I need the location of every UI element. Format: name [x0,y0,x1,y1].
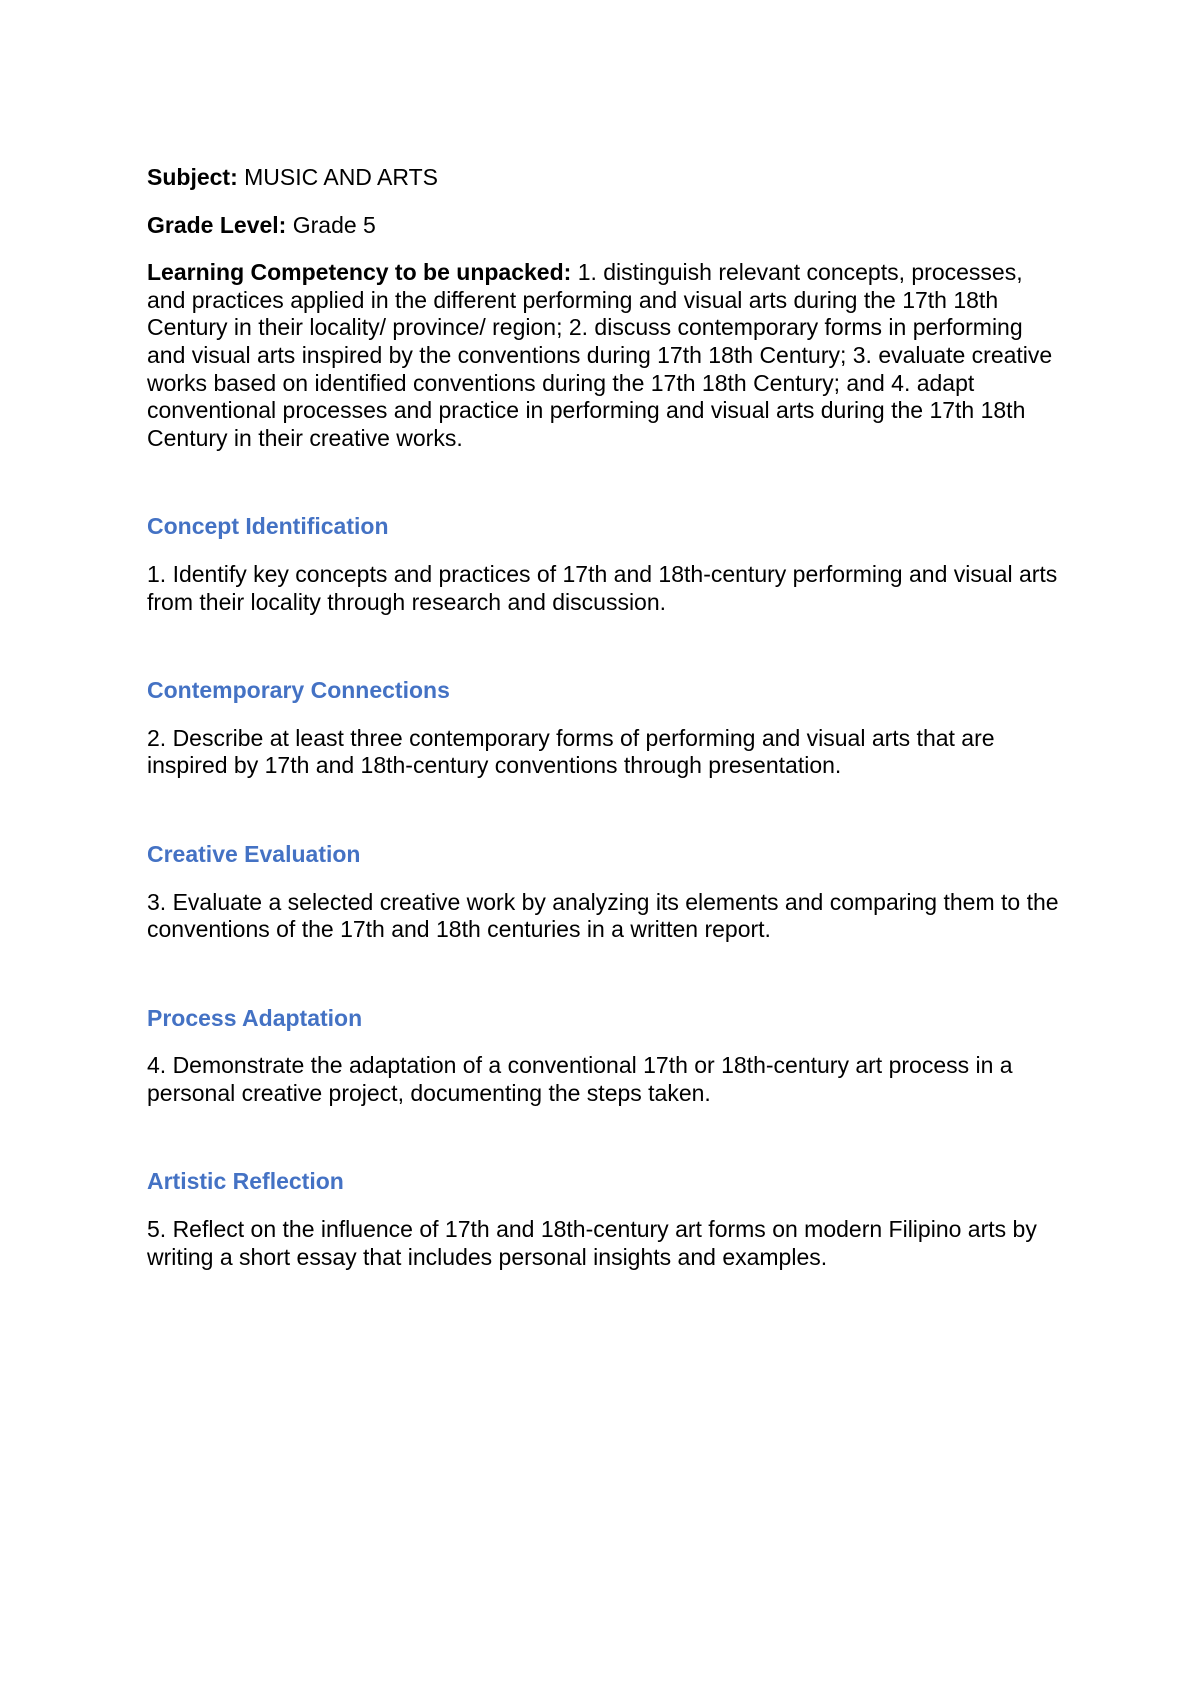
learning-competency-field [147,259,1067,452]
subject-value: MUSIC AND ARTS [244,164,438,190]
section-body: 4. Demonstrate the adaptation of a conventional 17th or 18th-century art process in a personal creative project, documenting the steps taken. [147,1052,1013,1106]
document-page [147,164,1067,1332]
section-heading: Concept Identification [147,513,389,540]
section-contemporary-connections [147,677,1067,780]
section-body: 2. Describe at least three contemporary forms of performing and visual arts that are inspired by 17th and 18th-century conventions through presentation. [147,724,995,779]
section-body: 1. Identify key concepts and practices of 17th and 18th-century performing and visual arts from their locality through research and discussion. [147,560,1058,615]
section-body: 3. Evaluate a selected creative work by analyzing its elements and comparing them to the conventions of the 17th and 18th centuries in a written report. [147,888,1059,943]
learning-competency-value: 1. distinguish relevant concepts, processes, and practices applied in the different performing and visual arts during the 17th 18th Century in their locality/ province/ region; 2. discuss contemporary forms in performing and visual arts inspired by the conventions during 17th 18th Century; 3. evaluate creative works based on identified conventions during the 17th 18th Century; and 4. adapt conventional processes and practice in performing and visual arts during the 17th 18th Century in their creative works. [147,259,1053,451]
subject-field [147,164,1067,192]
grade-level-value: Grade 5 [292,211,376,238]
section-creative-evaluation [147,841,1067,944]
grade-level-label: Grade Level: [147,211,287,238]
section-heading: Creative Evaluation [147,840,361,867]
section-heading: Artistic Reflection [147,1168,344,1195]
section-body: 5. Reflect on the influence of 17th and 18th-century art forms on modern Filipino arts by writing a short essay that includes personal insights and examples. [147,1216,1037,1270]
section-artistic-reflection [147,1168,1067,1271]
section-process-adaptation [147,1005,1067,1108]
grade-level-field [147,212,1067,240]
section-concept-identification [147,513,1067,616]
learning-competency-label: Learning Competency to be unpacked: [147,259,572,286]
section-heading: Process Adaptation [147,1004,363,1031]
section-heading: Contemporary Connections [147,677,450,704]
subject-label: Subject: [147,164,238,190]
